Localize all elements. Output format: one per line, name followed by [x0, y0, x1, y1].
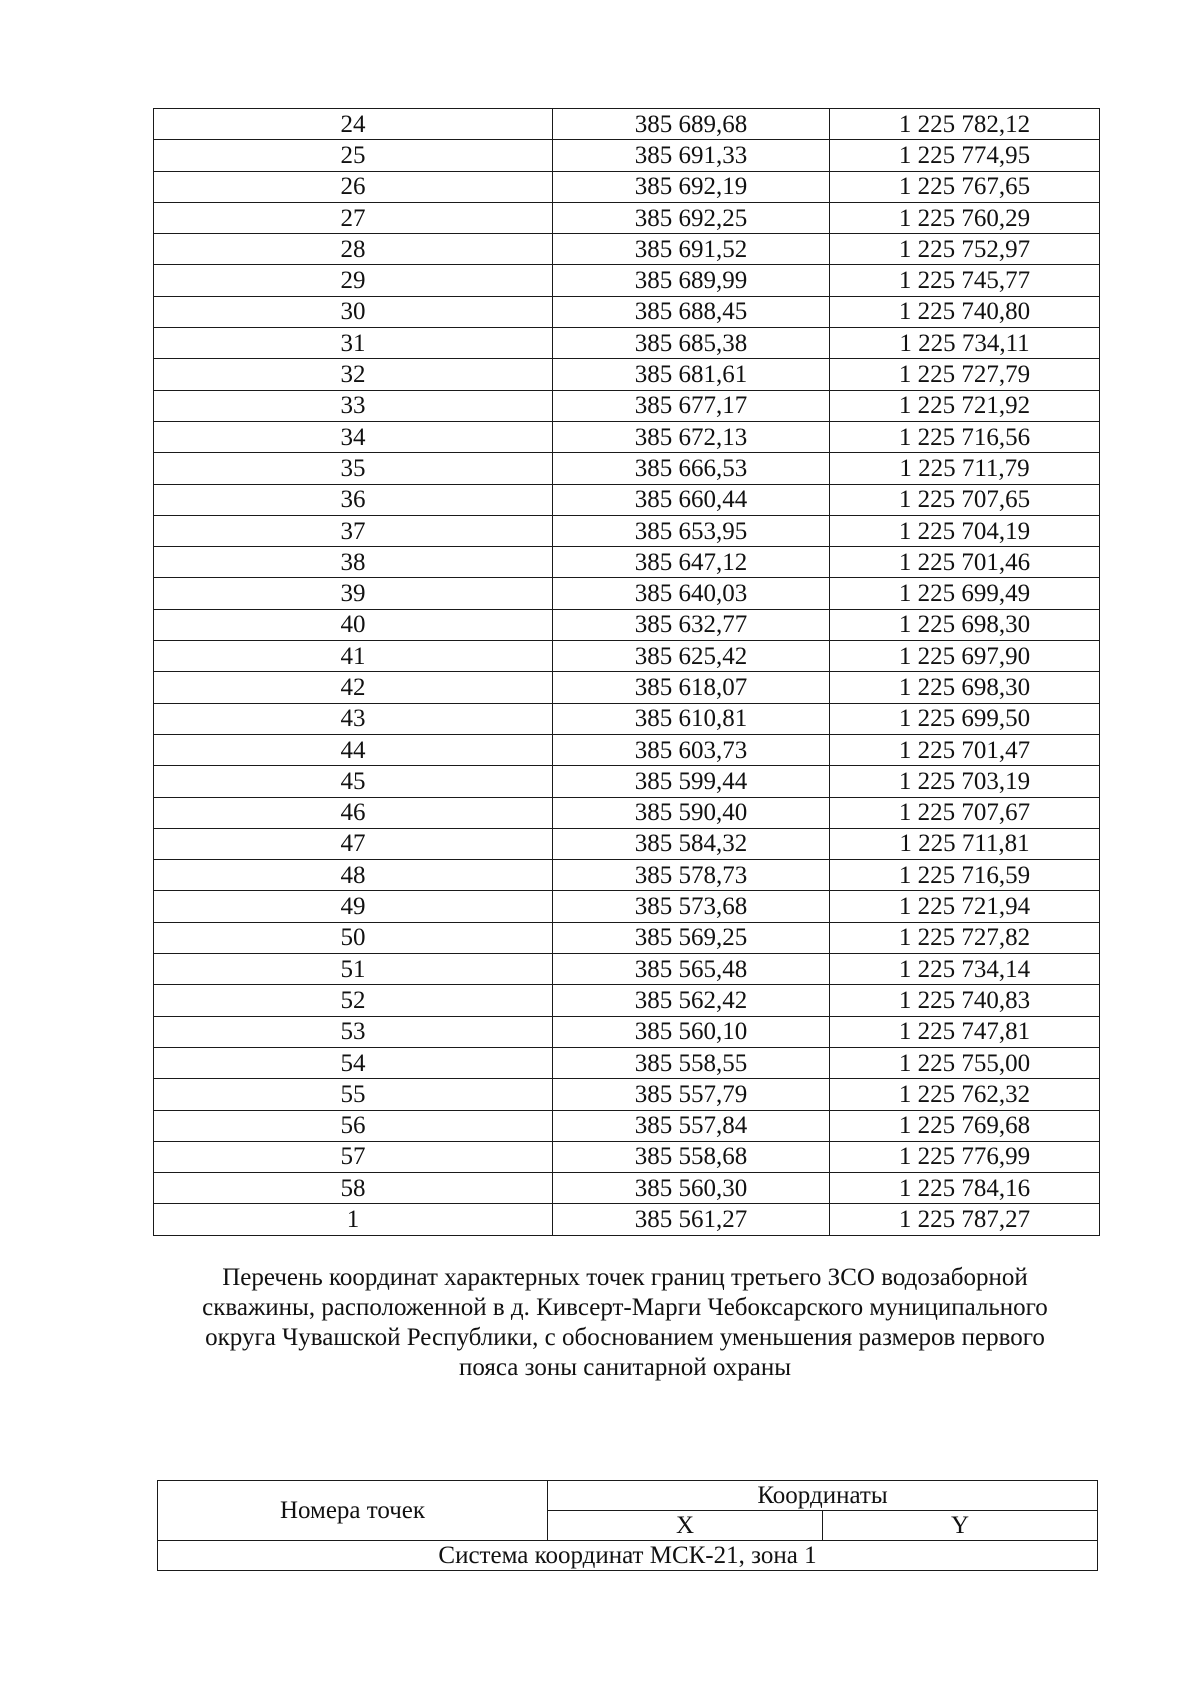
table-row [154, 296, 1100, 327]
x-coordinate-cell: 385 691,52 [553, 234, 830, 265]
point-number-cell: 47 [154, 828, 553, 859]
table-row [154, 390, 1100, 421]
point-number-cell: 52 [154, 985, 553, 1016]
x-coordinate-cell: 385 560,10 [553, 1016, 830, 1047]
x-coordinate-cell: 385 681,61 [553, 359, 830, 390]
y-coordinate-cell: 1 225 727,79 [830, 359, 1100, 390]
point-number-cell: 43 [154, 703, 553, 734]
x-coordinate-cell: 385 565,48 [553, 954, 830, 985]
table-row [154, 1110, 1100, 1141]
x-coordinate-cell: 385 692,19 [553, 171, 830, 202]
table-row [154, 703, 1100, 734]
heading-line-4: пояса зоны санитарной охраны [458, 1354, 792, 1381]
point-number-cell: 33 [154, 390, 553, 421]
table-row [154, 234, 1100, 265]
point-number-cell: 24 [154, 109, 553, 140]
y-coordinate-cell: 1 225 707,65 [830, 484, 1100, 515]
table-row [154, 828, 1100, 859]
x-coordinate-cell: 385 590,40 [553, 797, 830, 828]
x-coordinate-cell: 385 677,17 [553, 390, 830, 421]
table-row [154, 734, 1100, 765]
table-row [154, 453, 1100, 484]
x-coordinate-cell: 385 666,53 [553, 453, 830, 484]
header-row-1 [158, 1481, 1098, 1511]
y-coordinate-cell: 1 225 734,11 [830, 328, 1100, 359]
table-row [154, 484, 1100, 515]
point-number-cell: 44 [154, 734, 553, 765]
point-number-cell: 27 [154, 202, 553, 233]
x-coordinate-cell: 385 562,42 [553, 985, 830, 1016]
system-row [158, 1541, 1098, 1571]
x-coordinate-cell: 385 689,68 [553, 109, 830, 140]
y-coordinate-cell: 1 225 787,27 [830, 1204, 1100, 1235]
x-coordinate-cell: 385 689,99 [553, 265, 830, 296]
table-row [154, 672, 1100, 703]
coordinates-table-body [154, 109, 1100, 1236]
table-row [154, 985, 1100, 1016]
point-number-cell: 29 [154, 265, 553, 296]
table-row [154, 515, 1100, 546]
table-row [154, 954, 1100, 985]
point-number-cell: 57 [154, 1141, 553, 1172]
y-coordinate-cell: 1 225 716,56 [830, 421, 1100, 452]
x-coordinate-cell: 385 578,73 [553, 860, 830, 891]
point-number-cell: 36 [154, 484, 553, 515]
x-coordinate-cell: 385 557,79 [553, 1079, 830, 1110]
x-coordinate-cell: 385 610,81 [553, 703, 830, 734]
y-coordinate-cell: 1 225 784,16 [830, 1173, 1100, 1204]
point-number-cell: 26 [154, 171, 553, 202]
x-coordinate-cell: 385 561,27 [553, 1204, 830, 1235]
x-coordinate-cell: 385 603,73 [553, 734, 830, 765]
y-coordinate-cell: 1 225 774,95 [830, 140, 1100, 171]
x-coordinate-cell: 385 653,95 [553, 515, 830, 546]
table-row [154, 328, 1100, 359]
table-row [154, 140, 1100, 171]
x-coordinate-cell: 385 557,84 [553, 1110, 830, 1141]
x-header: X [548, 1511, 823, 1541]
table-row [154, 922, 1100, 953]
coordinate-system-label: Система координат МСК-21, зона 1 [158, 1541, 1098, 1571]
table-row [154, 109, 1100, 140]
table-row [154, 171, 1100, 202]
point-number-cell: 34 [154, 421, 553, 452]
table-row [154, 797, 1100, 828]
y-coordinate-cell: 1 225 701,47 [830, 734, 1100, 765]
y-coordinate-cell: 1 225 707,67 [830, 797, 1100, 828]
point-number-cell: 48 [154, 860, 553, 891]
y-coordinate-cell: 1 225 711,79 [830, 453, 1100, 484]
coordinates-header-table [157, 1480, 1098, 1571]
point-number-cell: 55 [154, 1079, 553, 1110]
section-heading [150, 1263, 1100, 1383]
point-number-cell: 32 [154, 359, 553, 390]
y-coordinate-cell: 1 225 697,90 [830, 641, 1100, 672]
point-number-cell: 1 [154, 1204, 553, 1235]
heading-line-2: скважины, расположенной в д. Кивсерт-Марги Чебоксарского муниципального [202, 1294, 1048, 1321]
table-row [154, 641, 1100, 672]
point-number-cell: 40 [154, 609, 553, 640]
point-number-cell: 28 [154, 234, 553, 265]
point-number-cell: 42 [154, 672, 553, 703]
point-number-cell: 39 [154, 578, 553, 609]
y-coordinate-cell: 1 225 727,82 [830, 922, 1100, 953]
x-coordinate-cell: 385 685,38 [553, 328, 830, 359]
x-coordinate-cell: 385 647,12 [553, 547, 830, 578]
y-coordinate-cell: 1 225 745,77 [830, 265, 1100, 296]
y-coordinate-cell: 1 225 752,97 [830, 234, 1100, 265]
point-number-cell: 53 [154, 1016, 553, 1047]
y-coordinate-cell: 1 225 740,80 [830, 296, 1100, 327]
y-coordinate-cell: 1 225 711,81 [830, 828, 1100, 859]
x-coordinate-cell: 385 640,03 [553, 578, 830, 609]
point-number-cell: 46 [154, 797, 553, 828]
y-coordinate-cell: 1 225 776,99 [830, 1141, 1100, 1172]
table-row [154, 1141, 1100, 1172]
y-coordinate-cell: 1 225 740,83 [830, 985, 1100, 1016]
x-coordinate-cell: 385 660,44 [553, 484, 830, 515]
heading-line-1: Перечень координат характерных точек границ третьего ЗСО водозаборной [222, 1264, 1028, 1291]
x-coordinate-cell: 385 558,68 [553, 1141, 830, 1172]
x-coordinate-cell: 385 558,55 [553, 1047, 830, 1078]
y-coordinate-cell: 1 225 721,94 [830, 891, 1100, 922]
points-number-header: Номера точек [158, 1481, 548, 1541]
x-coordinate-cell: 385 584,32 [553, 828, 830, 859]
x-coordinate-cell: 385 599,44 [553, 766, 830, 797]
point-number-cell: 37 [154, 515, 553, 546]
table-row [154, 891, 1100, 922]
x-coordinate-cell: 385 692,25 [553, 202, 830, 233]
x-coordinate-cell: 385 672,13 [553, 421, 830, 452]
y-coordinate-cell: 1 225 716,59 [830, 860, 1100, 891]
coordinates-table [153, 108, 1100, 1236]
x-coordinate-cell: 385 632,77 [553, 609, 830, 640]
table-row [154, 609, 1100, 640]
x-coordinate-cell: 385 618,07 [553, 672, 830, 703]
y-coordinate-cell: 1 225 755,00 [830, 1047, 1100, 1078]
table-row [154, 547, 1100, 578]
table-row [154, 578, 1100, 609]
heading-line-3: округа Чувашской Республики, с обоснованием уменьшения размеров первого [205, 1324, 1045, 1351]
y-coordinate-cell: 1 225 699,50 [830, 703, 1100, 734]
y-coordinate-cell: 1 225 762,32 [830, 1079, 1100, 1110]
x-coordinate-cell: 385 688,45 [553, 296, 830, 327]
point-number-cell: 35 [154, 453, 553, 484]
x-coordinate-cell: 385 569,25 [553, 922, 830, 953]
point-number-cell: 41 [154, 641, 553, 672]
table-row [154, 1204, 1100, 1235]
table-row [154, 265, 1100, 296]
y-header: Y [823, 1511, 1098, 1541]
table-row [154, 1173, 1100, 1204]
coordinates-header: Координаты [548, 1481, 1098, 1511]
y-coordinate-cell: 1 225 769,68 [830, 1110, 1100, 1141]
point-number-cell: 50 [154, 922, 553, 953]
y-coordinate-cell: 1 225 721,92 [830, 390, 1100, 421]
y-coordinate-cell: 1 225 701,46 [830, 547, 1100, 578]
point-number-cell: 30 [154, 296, 553, 327]
table-row [154, 421, 1100, 452]
point-number-cell: 45 [154, 766, 553, 797]
y-coordinate-cell: 1 225 747,81 [830, 1016, 1100, 1047]
table-row [154, 1079, 1100, 1110]
y-coordinate-cell: 1 225 698,30 [830, 672, 1100, 703]
point-number-cell: 31 [154, 328, 553, 359]
point-number-cell: 58 [154, 1173, 553, 1204]
point-number-cell: 25 [154, 140, 553, 171]
y-coordinate-cell: 1 225 782,12 [830, 109, 1100, 140]
table-row [154, 766, 1100, 797]
x-coordinate-cell: 385 625,42 [553, 641, 830, 672]
point-number-cell: 54 [154, 1047, 553, 1078]
x-coordinate-cell: 385 691,33 [553, 140, 830, 171]
y-coordinate-cell: 1 225 703,19 [830, 766, 1100, 797]
y-coordinate-cell: 1 225 734,14 [830, 954, 1100, 985]
y-coordinate-cell: 1 225 698,30 [830, 609, 1100, 640]
point-number-cell: 49 [154, 891, 553, 922]
table-row [154, 860, 1100, 891]
table-row [154, 1016, 1100, 1047]
y-coordinate-cell: 1 225 760,29 [830, 202, 1100, 233]
table-row [154, 359, 1100, 390]
y-coordinate-cell: 1 225 699,49 [830, 578, 1100, 609]
point-number-cell: 56 [154, 1110, 553, 1141]
table-row [154, 1047, 1100, 1078]
point-number-cell: 38 [154, 547, 553, 578]
table-row [154, 202, 1100, 233]
x-coordinate-cell: 385 560,30 [553, 1173, 830, 1204]
y-coordinate-cell: 1 225 704,19 [830, 515, 1100, 546]
x-coordinate-cell: 385 573,68 [553, 891, 830, 922]
y-coordinate-cell: 1 225 767,65 [830, 171, 1100, 202]
point-number-cell: 51 [154, 954, 553, 985]
